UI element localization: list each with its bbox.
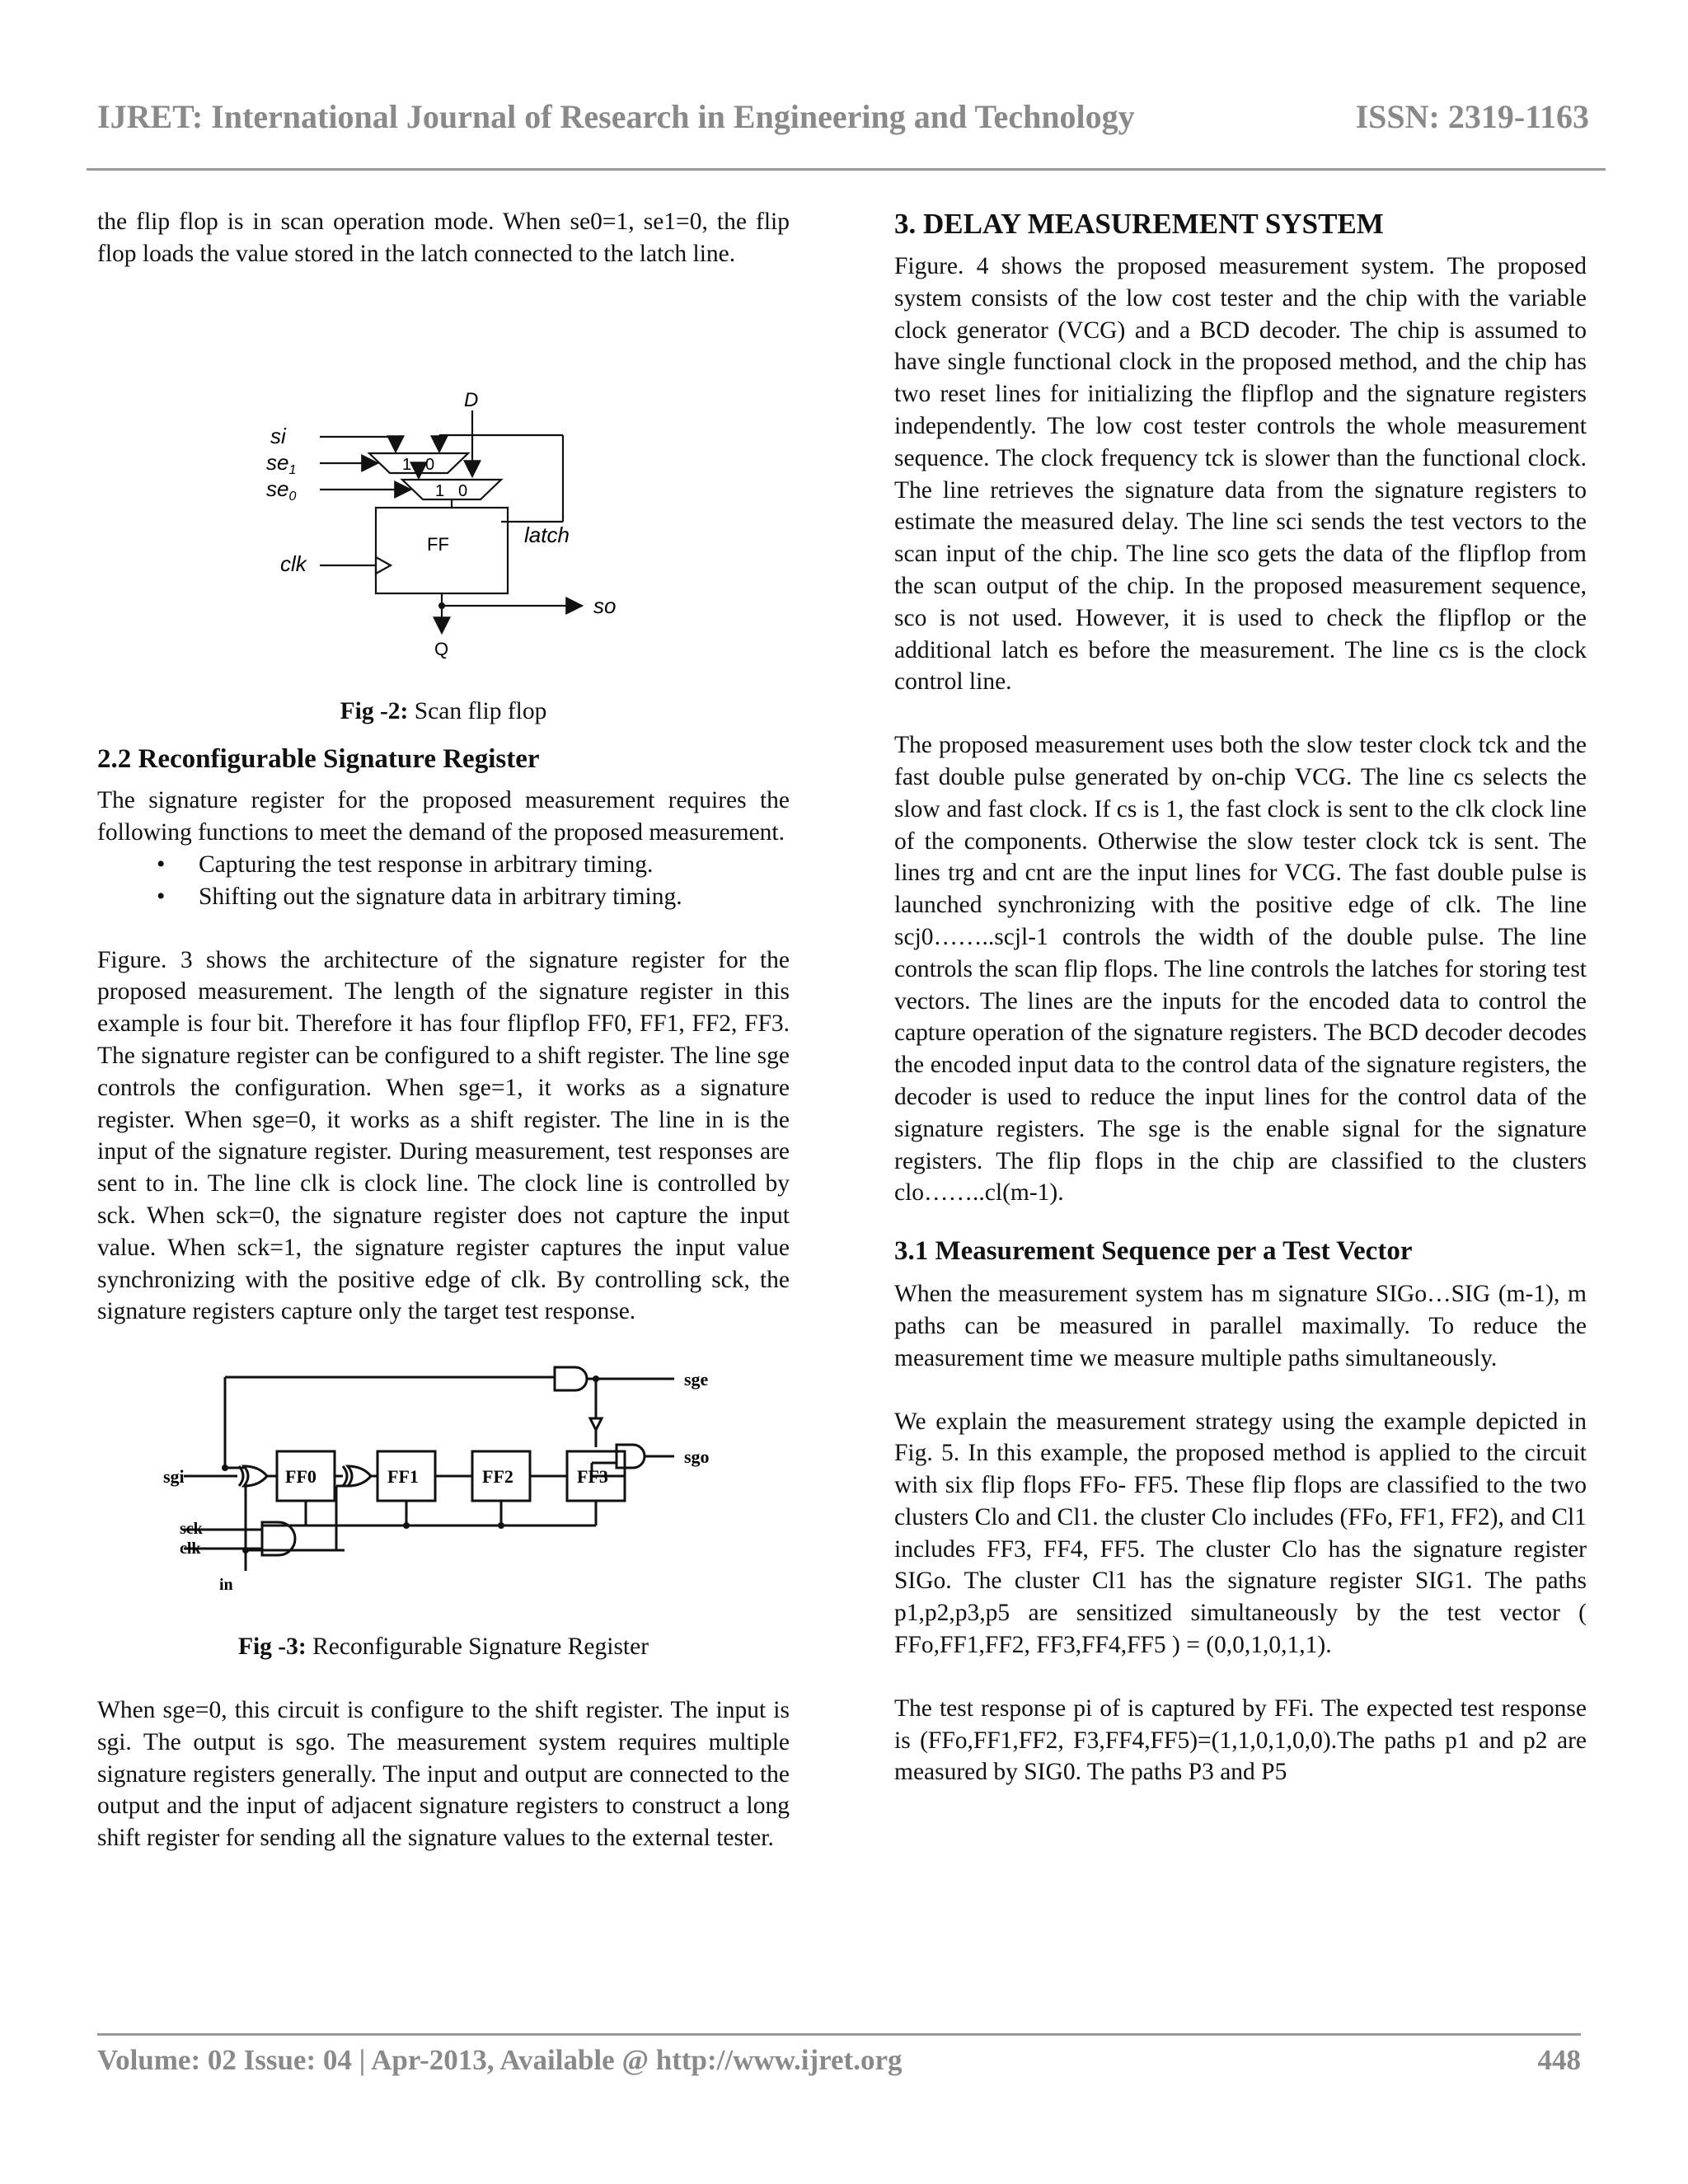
- fig3-label-ff2: FF2: [482, 1466, 513, 1488]
- requirements-list: [97, 849, 790, 913]
- intro-paragraph: the flip flop is in scan operation mode. When se0=1, se1=0, the flip flop loads the value stored in the latch connected to the latch line.: [97, 209, 790, 267]
- fig3-label-sgi: sgi: [163, 1466, 185, 1488]
- fig3-label-sgo: sgo: [684, 1446, 710, 1468]
- list-item: • Shifting out the signature data in arbitrary timing.: [157, 883, 682, 910]
- fig3-label-sge: sge: [684, 1369, 709, 1390]
- signature-register-diagram: [97, 1361, 790, 1616]
- section-3-1-heading: 3.1 Measurement Sequence per a Test Vector: [894, 1236, 1413, 1267]
- page-number: 448: [1537, 2044, 1581, 2076]
- figure-2: [97, 270, 790, 600]
- footer-rule: [97, 2033, 1581, 2036]
- footer-volume: Volume: 02 Issue: 04 | Apr-2013, Available @ http://www.ijret.org: [97, 2044, 903, 2076]
- scan-flip-flop-output: [97, 593, 790, 659]
- svg-text:se0: [266, 476, 296, 504]
- fig2-mux1-0: 0: [425, 455, 435, 474]
- section-2-2-heading: 2.2 Reconfigurable Signature Register: [97, 744, 540, 775]
- fig2-label-q: Q: [434, 638, 449, 659]
- fig2-label-d: D: [464, 388, 479, 411]
- header-rule: [87, 168, 1606, 171]
- shift-register-paragraph: When sge=0, this circuit is configure to the shift register. The input is sgi. The output is sgo. The measurement system requires multiple signature registers generally. The input and output are connected to the output and the input of adjacent signature registers to construct a long shift register for sending all the signature values to the external tester.: [97, 1696, 790, 1852]
- fig2-mux2-1: 1: [435, 481, 445, 500]
- fig2-label-ff: FF: [427, 533, 449, 555]
- fig2-label-clk: clk: [280, 551, 307, 576]
- fig2-label-latch: latch: [524, 522, 570, 547]
- fig3-caption: Fig -3: Reconfigurable Signature Register: [237, 1633, 649, 1661]
- fig2-label-se1-sub: 1: [288, 462, 297, 477]
- fig3-label-in: in: [219, 1576, 233, 1595]
- fig2-bottom: [97, 593, 790, 666]
- fig2-label-se1: se: [266, 449, 289, 475]
- fig2-label-si: si: [270, 423, 286, 448]
- list-item: • Capturing the test response in arbitrary timing.: [157, 851, 654, 878]
- fig3-label-ff3: FF3: [577, 1466, 608, 1488]
- parallel-measurement-paragraph: When the measurement system has m signature SIGo…SIG (m-1), m paths can be measured in parallel maximally. To reduce the measurement time we measure multiple paths simultaneously.: [894, 1281, 1587, 1371]
- svg-text:se1: [266, 450, 296, 477]
- example-paragraph: We explain the measurement strategy using the example depicted in Fig. 5. In this example, the proposed method is applied to the circuit with six flip flops FFo- FF5. These flip flops are classified to the two clusters Clo and Cl1. the cluster Clo includes (FFo, FF1, FF2), and Cl1 includes FF3, FF4, FF5. The cluster Clo has the signature register SIGo. The cluster Cl1 has the signature register SIG1. The paths p1,p2,p3,p5 are sensitized simultaneously by the test vector ( FFo,FF1,FF2, FF3,FF4,FF5 ) = (0,0,1,0,1,1).: [894, 1408, 1587, 1659]
- clock-description-paragraph: The proposed measurement uses both the slow tester clock tck and the fast double pulse generated by on-chip VCG. The line cs selects the slow and fast clock. If cs is 1, the fast clock is sent to the clk clock line of the components. Otherwise the slow tester clock tck is sent. The lines trg and cnt are the input lines for VCG. The fast double pulse is launched synchronizing with the positive edge of clk. The line scj0……..scjl-1 controls the width of the double pulse. The line controls the scan flip flops. The line controls the latches for storing test vectors. The lines are the inputs for the encoded data to control the capture operation of the signature registers. The BCD decoder decodes the encoded input data to the control data of the signature registers, the decoder is used to reduce the input lines for the control data of the signature registers. The sge is the enable signal for the signature registers. The flip flops in the chip are classified to the clusters clo……..cl(m-1).: [894, 732, 1587, 1207]
- fig3-label-ff1: FF1: [387, 1466, 419, 1488]
- fig3-label-ff0: FF0: [285, 1466, 316, 1488]
- right-column: [894, 206, 1587, 1788]
- fig2-mux1-1: 1: [402, 455, 412, 474]
- left-column: [97, 206, 790, 1854]
- fig3-description-paragraph: Figure. 3 shows the architecture of the signature register for the proposed measurement. The length of the signature register in this example is four bit. Therefore it has four flipflop FF0, FF1, FF2, FF3. The signature register can be configured to a shift register. The line sge controls the configuration. When sge=1, it works as a signature register. When sge=0, it works as a shift register. The line in is the input of the signature register. During measurement, test responses are sent to in. The line clk is clock line. The clock line is controlled by sck. When sck=0, the signature register does not capture the input value. When sck=1, the signature register captures the input value synchronizing with the positive edge of clk. By controlling sck, the signature registers capture only the target test response.: [97, 946, 790, 1325]
- fig2-mux2-0: 0: [458, 481, 468, 500]
- section-3-heading: 3. DELAY MEASUREMENT SYSTEM: [894, 208, 1384, 240]
- issn: ISSN: 2319-1163: [1355, 98, 1589, 135]
- signature-intro-paragraph: The signature register for the proposed measurement requires the following functions to meet the demand of the proposed measurement.: [97, 787, 790, 846]
- fig3-label-sck: sck: [180, 1520, 203, 1539]
- fig3-label-clk: clk: [180, 1540, 201, 1558]
- fig4-description-paragraph: Figure. 4 shows the proposed measurement system. The proposed system consists of the low cost tester and the chip with the variable clock generator (VCG) and a BCD decoder. The chip is assumed to have single functional clock in the proposed method, and the chip has two reset lines for initializing the flipflop and the signature registers independently. The low cost tester controls the whole measurement sequence. The clock frequency tck is slower than the functional clock. The line retrieves the signature data from the signature registers to estimate the measured delay. The line sci sends the test vectors to the scan input of the chip. The line sco gets the data of the flipflop from the scan output of the chip. In the proposed measurement sequence, sco is not used. However, it is used to check the flipflop or the additional latch es before the measurement. The line cs is the clock control line.: [894, 253, 1587, 696]
- journal-title: IJRET: International Journal of Research in Engineering and Technology: [97, 98, 1135, 135]
- fig2-label-so: so: [593, 593, 617, 618]
- fig2-label-se0-sub: 0: [288, 489, 297, 504]
- test-response-paragraph: The test response pi of is captured by FFi. The expected test response is (FFo,FF1,FF2, F3,FF4,FF5)=(1,1,0,1,0,0).The paths p1 and p2 are measured by SIG0. The paths P3 and P5: [894, 1694, 1587, 1786]
- figure-3: [97, 1361, 790, 1616]
- fig2-caption: Fig -2: Scan flip flop: [340, 697, 547, 724]
- scan-flip-flop-diagram: [97, 270, 790, 600]
- fig2-label-se0: se: [266, 476, 289, 501]
